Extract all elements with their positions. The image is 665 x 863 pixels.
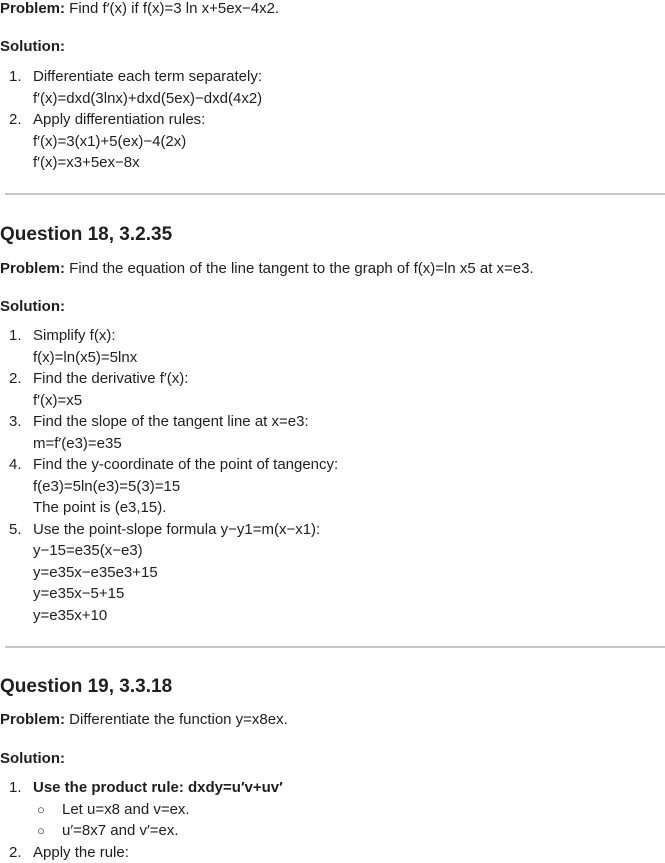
solution-label: Solution: <box>0 36 65 58</box>
solution-steps <box>0 66 665 174</box>
step-item <box>0 368 665 411</box>
bullet-text: u′=8x7 and v′=ex. <box>62 822 179 839</box>
math-line: f′(x)=x3+5ex−8x <box>33 152 665 174</box>
sub-bullet-list <box>33 799 665 842</box>
problem-label: Problem: <box>0 260 65 277</box>
sub-bullet-item <box>33 799 665 821</box>
step-number: 2. <box>9 842 22 863</box>
step-number: 2. <box>9 109 22 131</box>
step-number: 1. <box>9 777 22 799</box>
step-item <box>0 519 665 627</box>
problem-statement <box>0 258 534 280</box>
problem-label: Problem: <box>0 711 65 728</box>
question-title: Question 18, 3.2.35 <box>0 223 172 247</box>
math-line: m=f′(e3)=e35 <box>33 433 665 455</box>
solution-steps <box>0 777 665 863</box>
step-text: Find the y-coordinate of the point of tangency: <box>33 454 665 476</box>
section-divider <box>5 193 665 195</box>
step-number: 1. <box>9 66 22 88</box>
math-line: f′(x)=3(x1)+5(ex)−4(2x) <box>33 131 665 153</box>
solution-steps <box>0 325 665 626</box>
step-text: Use the product rule: dxdy=u′v+uv′ <box>33 777 665 799</box>
section-divider <box>5 646 665 648</box>
math-line: The point is (e3,15). <box>33 497 665 519</box>
step-text: Apply differentiation rules: <box>33 109 665 131</box>
step-number: 2. <box>9 368 22 390</box>
step-number: 3. <box>9 411 22 433</box>
step-text: Find the derivative f′(x): <box>33 368 665 390</box>
hollow-circle-bullet-icon: ○ <box>37 820 45 842</box>
step-item <box>0 777 665 842</box>
math-line: y=e35x−e35e3+15 <box>33 562 665 584</box>
step-text: Simplify f(x): <box>33 325 665 347</box>
problem-label: Problem: <box>0 0 65 17</box>
step-item <box>0 66 665 109</box>
problem-statement <box>0 0 279 20</box>
step-text: Find the slope of the tangent line at x=e3: <box>33 411 665 433</box>
step-number: 4. <box>9 454 22 476</box>
step-number: 1. <box>9 325 22 347</box>
problem-text: Differentiate the function y=x8ex. <box>65 711 288 728</box>
step-item <box>0 325 665 368</box>
math-line: y−15=e35(x−e3) <box>33 540 665 562</box>
step-text: Use the point-slope formula y−y1=m(x−x1): <box>33 519 665 541</box>
math-line: f′(x)=x5 <box>33 390 665 412</box>
step-item <box>0 454 665 519</box>
math-line: f(e3)=5ln(e3)=5(3)=15 <box>33 476 665 498</box>
bullet-text: Let u=x8 and v=ex. <box>62 801 190 818</box>
question-title: Question 19, 3.3.18 <box>0 675 172 699</box>
step-text: Apply the rule: <box>33 842 665 863</box>
math-line: y=e35x−5+15 <box>33 583 665 605</box>
step-item <box>0 411 665 454</box>
problem-statement <box>0 709 288 731</box>
math-line: f(x)=ln(x5)=5lnx <box>33 347 665 369</box>
solution-label: Solution: <box>0 296 65 318</box>
solution-label: Solution: <box>0 748 65 770</box>
step-number: 5. <box>9 519 22 541</box>
math-line: f′(x)=dxd(3lnx)+dxd(5ex)−dxd(4x2) <box>33 88 665 110</box>
step-text: Differentiate each term separately: <box>33 66 665 88</box>
hollow-circle-bullet-icon: ○ <box>37 799 45 821</box>
problem-text: Find the equation of the line tangent to the graph of f(x)=ln x5 at x=e3. <box>65 260 534 277</box>
sub-bullet-item <box>33 820 665 842</box>
problem-text: Find f′(x) if f(x)=3 ln x+5ex−4x2. <box>65 0 279 17</box>
math-line: y=e35x+10 <box>33 605 665 627</box>
step-item <box>0 109 665 174</box>
step-item <box>0 842 665 863</box>
